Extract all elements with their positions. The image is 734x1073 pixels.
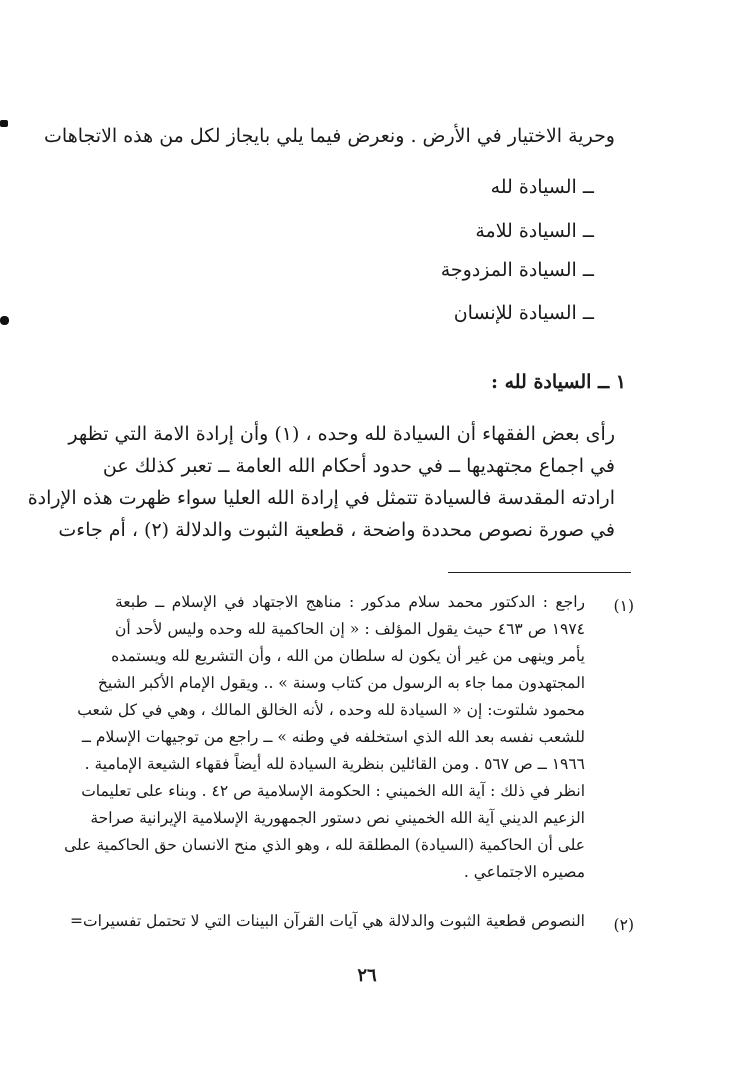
page-number: ٢٦: [357, 965, 377, 986]
footnote-line: ١٩٦٦ ــ ص ٥٦٧ . ومن القائلين بنظرية السيادة لله أيضاً فقهاء الشيعة الإمامية .: [84, 755, 585, 773]
footnote-number: (٢): [613, 916, 634, 934]
scan-mark: [0, 120, 8, 127]
paragraph-line: في صورة نصوص محددة واضحة ، قطعية الثبوت والدلالة (٢) ، أم جاءت: [58, 519, 615, 541]
footnote-line: على أن الحاكمية (السيادة) المطلقة لله ، وهو الذي منح الانسان حق الحاكمية على: [64, 836, 585, 854]
footnote-line: ١٩٧٤ ص ٤٦٣ حيث يقول المؤلف : « إن الحاكمية لله وحده وليس لأحد أن: [115, 620, 586, 638]
footnote-line: الزعيم الديني آية الله الخميني نص دستور الجمهورية الإسلامية الإيرانية صراحة: [90, 809, 585, 827]
paragraph-line: ارادته المقدسة فالسيادة تتمثل في إرادة الله العليا سواء ظهرت هذه الإرادة: [27, 487, 615, 509]
footnote-line: يأمر وينهى من غير أن يكون له سلطان من الله ، وأن التشريع لله ويستمده: [111, 647, 585, 665]
footnote-line: راجع : الدكتور محمد سلام مدكور : مناهج الاجتهاد في الإسلام ــ طبعة: [115, 593, 585, 611]
list-item: ــ السيادة المزدوجة: [440, 259, 594, 281]
paragraph-line: في اجماع مجتهديها ــ في حدود أحكام الله العامة ــ تعبر كذلك عن: [102, 455, 615, 477]
section-heading: ١ ــ السيادة لله :: [490, 371, 626, 393]
footnote-line: محمود شلتوت: إن « السيادة لله وحده ، لأنه الخالق المالك ، وهي في كل شعب: [77, 701, 585, 719]
list-item: ــ السيادة للإنسان: [453, 302, 594, 324]
paragraph-line: رأى بعض الفقهاء أن السيادة لله وحده ، (١) وأن إرادة الامة التي تظهر: [68, 423, 615, 445]
footnote-separator: [448, 572, 631, 573]
footnote-line: النصوص قطعية الثبوت والدلالة هي آيات القرآن البينات التي لا تحتمل تفسيرات=: [70, 912, 585, 930]
list-item: ــ السيادة للامة: [475, 220, 594, 242]
footnote-line: انظر في ذلك : آية الله الخميني : الحكومة الإسلامية ص ٤٢ . وبناء على تعليمات: [81, 782, 585, 800]
footnote-line: المجتهدون مما جاء به الرسول من كتاب وسنة » .. ويقول الإمام الأكبر الشيخ: [97, 674, 585, 692]
scan-mark: [0, 316, 9, 325]
list-item: ــ السيادة لله: [490, 176, 594, 198]
footnote-line: مصيره الاجتماعي .: [463, 863, 585, 881]
footnote-line: للشعب نفسه بعد الله الذي استخلفه في وطنه » ــ راجع من توجيهات الإسلام ــ: [81, 728, 585, 746]
intro-line: وحرية الاختيار في الأرض . ونعرض فيما يلي بايجاز لكل من هذه الاتجاهات: [44, 125, 615, 147]
footnote-number: (١): [613, 597, 634, 615]
